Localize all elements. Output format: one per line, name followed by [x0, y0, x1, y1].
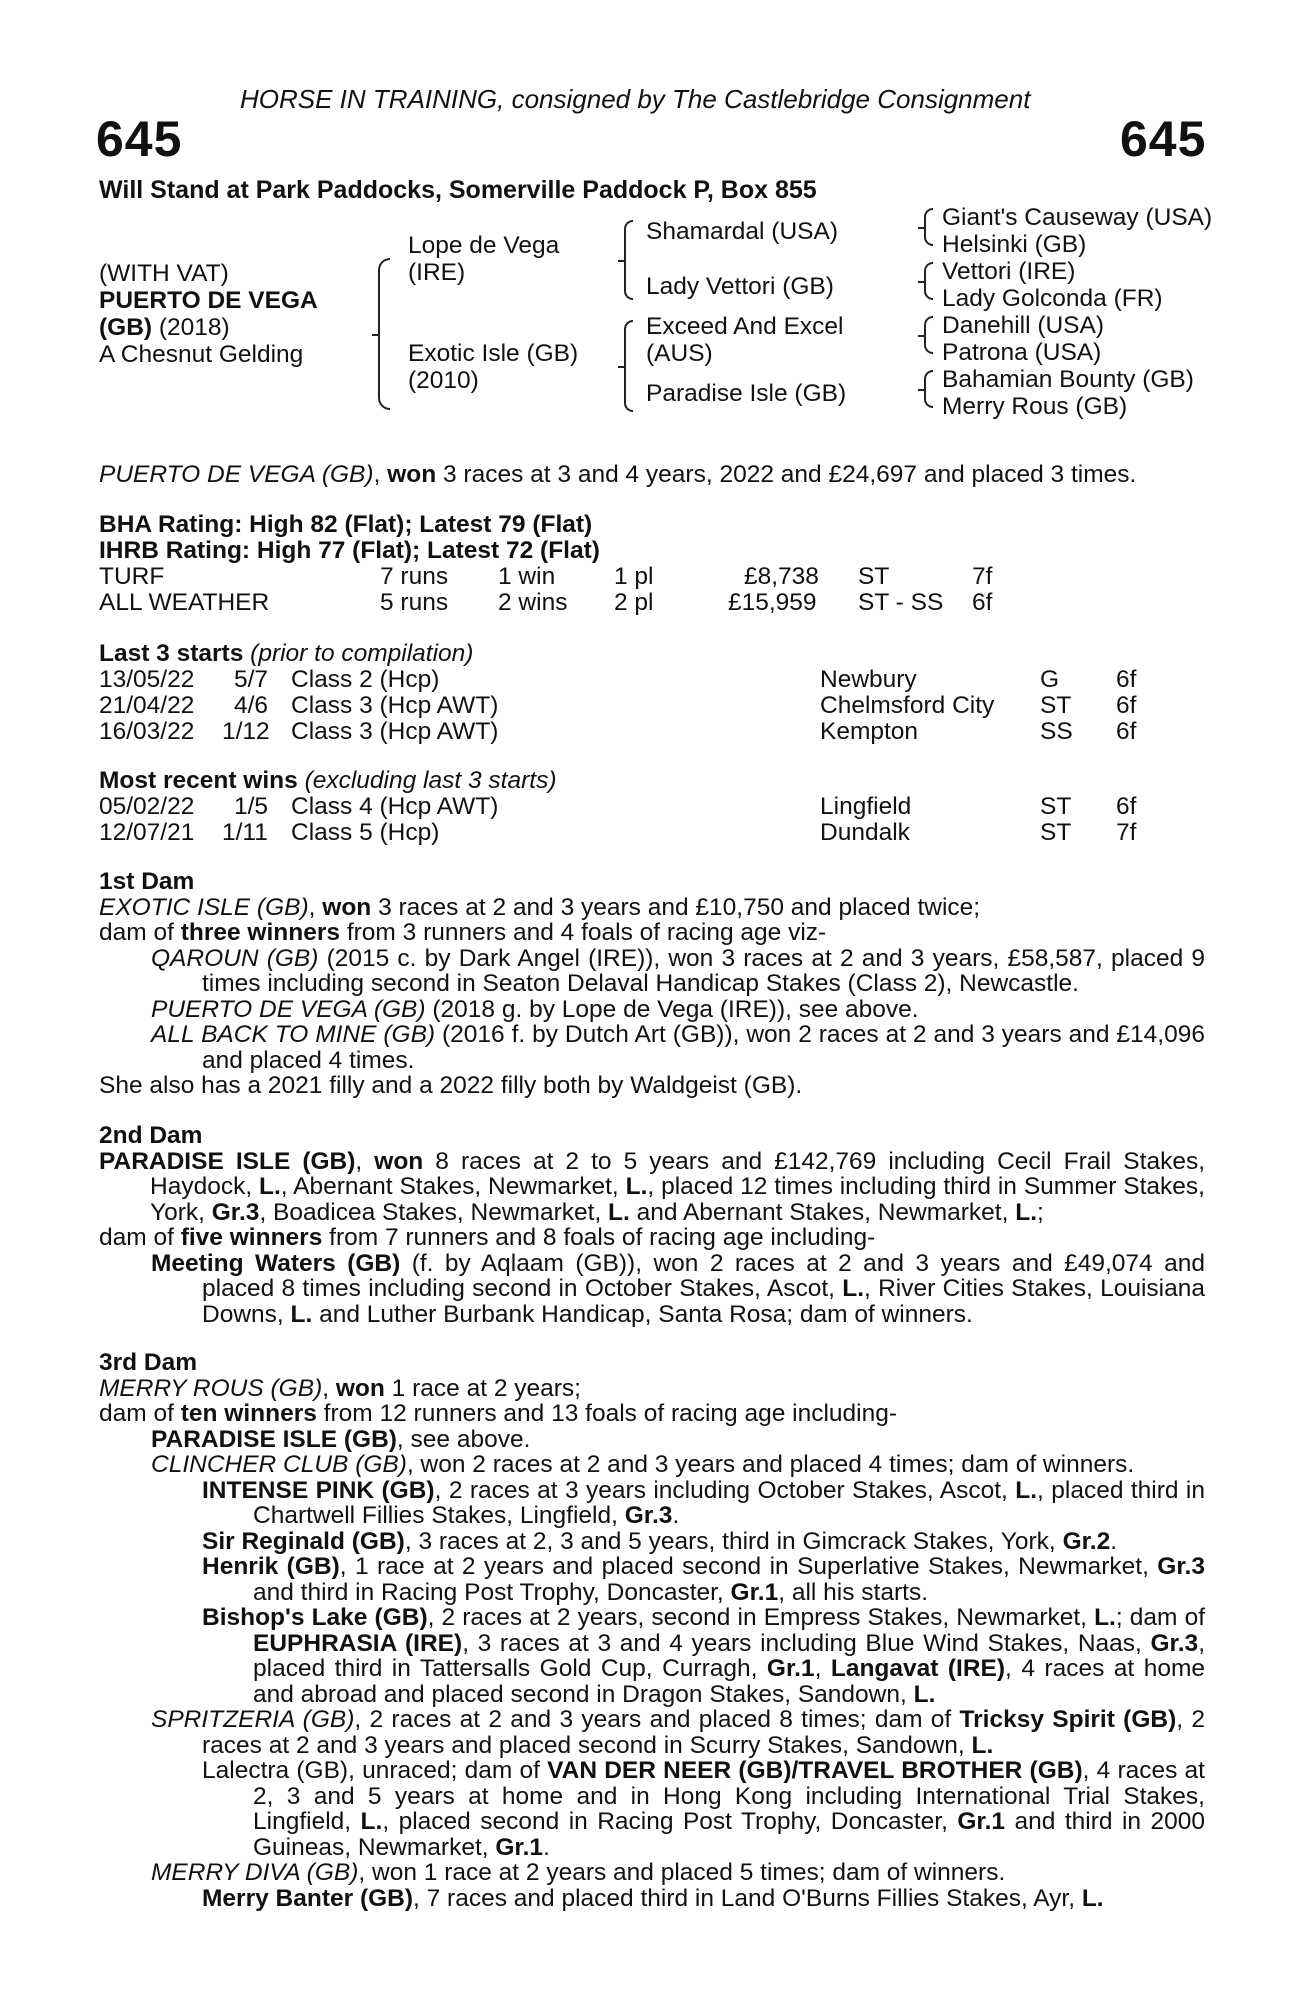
text-fragment: from 7 runners and 8 foals of racing age including-	[322, 1224, 876, 1251]
start-course: Newbury	[820, 666, 917, 693]
text-fragment: Gr.3	[211, 1198, 260, 1226]
stats-runs: 7 runs	[380, 563, 449, 590]
sire-dam: Lady Vettori (GB)	[646, 273, 834, 300]
text-fragment: L.	[1081, 1884, 1104, 1912]
text-fragment: , won 1 race at 2 years and placed 5 times; dam of winners.	[358, 1859, 1006, 1886]
text-fragment: Gr.2	[1062, 1527, 1111, 1555]
pedigree-brace	[924, 208, 933, 246]
start-date: 21/04/22	[99, 692, 195, 719]
text-fragment: 1 race at 2 years;	[384, 1374, 581, 1402]
second-dam-record	[99, 1149, 1205, 1226]
stats-runs: 5 runs	[380, 589, 449, 616]
text-fragment: Gr.1	[957, 1808, 1006, 1835]
bha-rating: BHA Rating: High 82 (Flat); Latest 79 (Flat)	[99, 511, 593, 538]
start-distance: 6f	[1116, 718, 1137, 745]
recent-heading	[99, 767, 556, 795]
produce-merry-banter	[99, 1886, 1205, 1912]
stats-distance: 7f	[972, 563, 993, 590]
start-class: Class 3 (Hcp AWT)	[291, 718, 499, 745]
text-fragment: ,	[322, 1374, 336, 1402]
produce-merry-diva	[99, 1860, 1205, 1886]
text-fragment: Langavat (IRE)	[830, 1655, 1006, 1682]
gp-5: Danehill (USA)	[942, 312, 1105, 339]
pedigree-brace	[924, 370, 933, 408]
text-fragment: Gr.1	[495, 1833, 544, 1861]
produce-meeting-waters	[99, 1251, 1205, 1328]
last3-note: (prior to compilation)	[243, 640, 474, 667]
start-course: Kempton	[820, 718, 919, 745]
pedigree-brace	[924, 262, 933, 300]
win-class: Class 5 (Hcp)	[291, 819, 440, 846]
text-fragment: and third in Racing Post Trophy, Doncaster,	[253, 1578, 731, 1606]
text-fragment: (2018 g. by Lope de Vega (IRE)), see above.	[425, 995, 919, 1023]
produce-clincher-club	[99, 1452, 1205, 1478]
text-fragment: five winners	[180, 1224, 323, 1251]
text-fragment: MERRY DIVA (GB)	[151, 1859, 359, 1886]
win-position: 1/11	[222, 819, 268, 846]
text-fragment: PARADISE ISLE (GB)	[151, 1425, 397, 1453]
horse-block	[99, 260, 318, 368]
start-going: ST	[1040, 692, 1072, 719]
horse-country-year	[99, 314, 318, 341]
gp-7: Bahamian Bounty (GB)	[942, 366, 1194, 393]
summary-horse: PUERTO DE VEGA (GB)	[99, 461, 374, 488]
text-fragment: Lalectra (GB), unraced; dam of	[202, 1757, 548, 1784]
text-fragment: Gr.3	[1157, 1553, 1205, 1580]
text-fragment: , placed third in Tattersalls Gold Cup, Curragh,	[253, 1629, 1205, 1682]
text-fragment: Gr.1	[730, 1578, 779, 1606]
text-fragment: EXOTIC ISLE (GB)	[99, 893, 309, 921]
text-fragment: , Abernant Stakes, Newmarket,	[280, 1173, 626, 1200]
text-fragment: Meeting Waters (GB)	[151, 1249, 401, 1277]
gp-8: Merry Rous (GB)	[942, 393, 1128, 420]
gp-4: Lady Golconda (FR)	[942, 285, 1163, 312]
text-fragment: ten winners	[180, 1400, 317, 1427]
text-fragment: ALL BACK TO MINE (GB)	[151, 1021, 436, 1048]
text-fragment: ; dam of	[1115, 1604, 1205, 1631]
stats-wins: 1 win	[498, 563, 556, 590]
last3-heading	[99, 640, 473, 668]
produce-henrik	[99, 1554, 1205, 1605]
text-fragment: dam of	[99, 919, 181, 946]
start-class: Class 3 (Hcp AWT)	[291, 692, 499, 719]
lot-number-left: 645	[96, 111, 183, 167]
text-fragment: L.	[608, 1198, 630, 1226]
summary-rest: 3 races at 3 and 4 years, 2022 and £24,697 and placed 3 times.	[436, 461, 1137, 488]
text-fragment: Gr.3	[624, 1502, 673, 1529]
start-date: 13/05/22	[99, 666, 195, 693]
produce-puerto-de-vega	[99, 997, 1205, 1023]
sire-name: Lope de Vega	[408, 232, 560, 259]
vat-label: (WITH VAT)	[99, 260, 229, 287]
text-fragment: , 4 races at 2, 3 and 5 years at home and in Hong Kong including International Trial Stakes, Lingfield,	[253, 1757, 1205, 1835]
text-fragment: EUPHRASIA (IRE)	[253, 1629, 463, 1657]
text-fragment: , 2 races at 2 years, second in Empress Stakes, Newmarket,	[427, 1604, 1095, 1631]
text-fragment: PUERTO DE VEGA (GB)	[151, 995, 426, 1023]
first-dam-produce	[99, 920, 1205, 946]
produce-lalectra	[99, 1758, 1205, 1860]
text-fragment: ,	[355, 1147, 375, 1175]
text-fragment: and Luther Burbank Handicap, Santa Rosa; dam of winners.	[312, 1300, 973, 1328]
text-fragment: Tricksy Spirit (GB)	[959, 1706, 1177, 1733]
start-position: 5/7	[234, 666, 269, 693]
sire-country: (IRE)	[408, 259, 466, 286]
text-fragment: , 2 races at 3 years including October Stakes, Ascot,	[434, 1476, 1016, 1504]
horse-country: (GB)	[99, 314, 153, 341]
text-fragment: .	[672, 1502, 680, 1529]
dam-year: (2010)	[408, 367, 479, 394]
third-dam-section	[99, 1350, 1205, 1911]
text-fragment: ,	[308, 893, 323, 921]
produce-bishops-lake	[99, 1605, 1205, 1707]
text-fragment: Merry Banter (GB)	[202, 1884, 414, 1912]
produce-sir-reginald	[99, 1529, 1205, 1555]
win-class: Class 4 (Hcp AWT)	[291, 793, 499, 820]
text-fragment: , 3 races at 2, 3 and 5 years, third in Gimcrack Stakes, York,	[404, 1527, 1063, 1555]
text-fragment: L.	[971, 1731, 994, 1759]
text-fragment: Bishop's Lake (GB)	[202, 1604, 428, 1631]
stats-prize: £15,959	[728, 589, 817, 616]
text-fragment: Gr.3	[1150, 1629, 1199, 1657]
text-fragment: won	[374, 1147, 424, 1175]
gp-6: Patrona (USA)	[942, 339, 1102, 366]
win-distance: 7f	[1116, 819, 1137, 846]
text-fragment: , River Cities Stakes, Louisiana Downs,	[202, 1275, 1205, 1328]
text-fragment: three winners	[180, 919, 341, 946]
text-fragment: ,	[814, 1655, 831, 1682]
dam-name: Exotic Isle (GB)	[408, 340, 579, 367]
win-course: Lingfield	[820, 793, 912, 820]
start-distance: 6f	[1116, 666, 1137, 693]
start-going: G	[1040, 666, 1060, 693]
text-fragment: L.	[842, 1275, 865, 1302]
text-fragment: (2016 f. by Dutch Art (GB)), won 2 races at 2 and 3 years and £14,096 and placed 4 times.	[202, 1021, 1205, 1074]
stats-placed: 1 pl	[614, 563, 654, 590]
produce-all-back-to-mine	[99, 1022, 1205, 1073]
sire-sire: Shamardal (USA)	[646, 218, 838, 245]
pedigree-brace	[624, 220, 633, 300]
text-fragment: , won 2 races at 2 and 3 years and placed 4 times; dam of winners.	[406, 1451, 1135, 1478]
start-distance: 6f	[1116, 692, 1137, 719]
dam-sire-country: (AUS)	[646, 340, 713, 367]
text-fragment: , 2 races at 2 and 3 years and placed 8 times; dam of	[354, 1706, 960, 1733]
text-fragment: , all his starts.	[778, 1578, 928, 1606]
recent-title: Most recent wins	[99, 767, 298, 794]
text-fragment: L.	[913, 1680, 936, 1708]
dam	[408, 340, 578, 394]
produce-spritzeria	[99, 1707, 1205, 1758]
sire	[408, 232, 559, 286]
gp-1: Giant's Causeway (USA)	[942, 204, 1213, 231]
text-fragment: , 2 races at 2 and 3 years and placed second in Scurry Stakes, Sandown,	[202, 1706, 1205, 1759]
stats-going: ST - SS	[858, 589, 944, 616]
text-fragment: QAROUN (GB)	[151, 944, 319, 972]
third-dam-produce	[99, 1401, 1205, 1427]
win-going: ST	[1040, 819, 1072, 846]
stats-going: ST	[858, 563, 890, 590]
first-dam-section	[99, 869, 1205, 1099]
text-fragment: won	[322, 893, 372, 921]
start-course: Chelmsford City	[820, 692, 995, 719]
text-fragment: Gr.1	[766, 1655, 815, 1682]
produce-intense-pink	[99, 1478, 1205, 1529]
race-summary	[99, 461, 1136, 489]
horse-description: A Chesnut Gelding	[99, 341, 304, 368]
text-fragment: INTENSE PINK (GB)	[202, 1476, 435, 1504]
text-fragment: L.	[360, 1808, 383, 1835]
text-fragment: CLINCHER CLUB (GB)	[151, 1451, 407, 1478]
third-dam-record	[99, 1376, 1205, 1402]
lot-number-right: 645	[1120, 111, 1207, 167]
text-fragment: , 4 races at home and abroad and placed second in Dragon Stakes, Sandown,	[253, 1655, 1205, 1708]
text-fragment: ;	[1037, 1198, 1044, 1226]
stats-surface: ALL WEATHER	[99, 589, 270, 616]
stand-location: Will Stand at Park Paddocks, Somerville Paddock P, Box 855	[99, 176, 817, 204]
text-fragment: , Boadicea Stakes, Newmarket,	[259, 1198, 609, 1226]
stats-prize: £8,738	[744, 563, 819, 590]
start-going: SS	[1040, 718, 1073, 745]
win-distance: 6f	[1116, 793, 1137, 820]
win-date: 12/07/21	[99, 819, 195, 846]
header-title: HORSE IN TRAINING, consigned by The Castlebridge Consignment	[240, 84, 1031, 114]
horse-name: PUERTO DE VEGA	[99, 287, 318, 314]
win-course: Dundalk	[820, 819, 910, 846]
win-position: 1/5	[234, 793, 269, 820]
horse-year: (2018)	[152, 314, 230, 341]
last3-title: Last 3 starts	[99, 640, 244, 667]
text-fragment: from 3 runners and 4 foals of racing age viz-	[340, 919, 827, 946]
second-dam-produce	[99, 1225, 1205, 1251]
first-dam-heading: 1st Dam	[99, 868, 195, 895]
summary-won: won	[387, 461, 437, 488]
produce-qaroun	[99, 946, 1205, 997]
text-fragment: , 3 races at 3 and 4 years including Blue Wind Stakes, Naas,	[462, 1629, 1151, 1657]
text-fragment: L.	[1094, 1604, 1116, 1631]
text-fragment: (f. by Aqlaam (GB)), won 2 races at 2 and 3 years and £49,074 and placed 8 times including second in October Stakes, Ascot,	[202, 1249, 1205, 1302]
text-fragment: L.	[1015, 1476, 1038, 1504]
text-fragment: 3 races at 2 and 3 years and £10,750 and placed twice;	[371, 893, 981, 921]
start-date: 16/03/22	[99, 718, 195, 745]
text-fragment: , placed 12 times including third in Summer Stakes, York,	[150, 1173, 1205, 1226]
text-fragment: , placed third in Chartwell Fillies Stakes, Lingfield,	[253, 1476, 1205, 1529]
text-fragment: Henrik (GB)	[202, 1553, 340, 1580]
stats-wins: 2 wins	[498, 589, 568, 616]
text-fragment: and Abernant Stakes, Newmarket,	[629, 1198, 1016, 1226]
pedigree-brace	[624, 320, 633, 412]
third-dam-heading: 3rd Dam	[99, 1349, 198, 1376]
text-fragment: , see above.	[396, 1425, 531, 1453]
text-fragment: MERRY ROUS (GB)	[99, 1374, 323, 1402]
gp-2: Helsinki (GB)	[942, 231, 1087, 258]
text-fragment: (2015 c. by Dark Angel (IRE)), won 3 races at 2 and 3 years, £58,587, placed 9 times including second in Seaton Delaval Handicap Stakes (Class 2), Newcastle.	[202, 944, 1205, 997]
gp-3: Vettori (IRE)	[942, 258, 1076, 285]
stats-surface: TURF	[99, 563, 165, 590]
text-fragment: won	[335, 1374, 385, 1402]
text-fragment: and third in 2000 Guineas, Newmarket,	[253, 1808, 1205, 1861]
pedigree-brace	[924, 316, 933, 354]
win-going: ST	[1040, 793, 1072, 820]
text-fragment: .	[1110, 1527, 1118, 1555]
second-dam-heading: 2nd Dam	[99, 1122, 203, 1149]
text-fragment: VAN DER NEER (GB)/TRAVEL BROTHER (GB)	[547, 1757, 1083, 1784]
text-fragment: , 1 race at 2 years and placed second in Superlative Stakes, Newmarket,	[339, 1553, 1158, 1580]
text-fragment: .	[543, 1833, 550, 1861]
text-fragment: Sir Reginald (GB)	[202, 1527, 405, 1555]
text-fragment: PARADISE ISLE (GB)	[99, 1147, 356, 1175]
text-fragment: , 7 races and placed third in Land O'Burns Fillies Stakes, Ayr,	[413, 1884, 1082, 1912]
win-date: 05/02/22	[99, 793, 195, 820]
dam-sire-name: Exceed And Excel	[646, 313, 844, 340]
first-dam-note: She also has a 2021 filly and a 2022 filly both by Waldgeist (GB).	[99, 1072, 803, 1099]
second-dam-section	[99, 1123, 1205, 1327]
start-class: Class 2 (Hcp)	[291, 666, 440, 693]
ihrb-rating: IHRB Rating: High 77 (Flat); Latest 72 (Flat)	[99, 537, 600, 564]
text-fragment: from 12 runners and 13 foals of racing age including-	[316, 1400, 898, 1427]
summary-comma: ,	[373, 461, 388, 488]
start-position: 4/6	[234, 692, 269, 719]
dam-dam: Paradise Isle (GB)	[646, 380, 847, 407]
text-fragment: , placed second in Racing Post Trophy, Doncaster,	[382, 1808, 958, 1835]
text-fragment: 8 races at 2 to 5 years and £142,769 including Cecil Frail Stakes, Haydock,	[150, 1147, 1205, 1200]
text-fragment: L.	[1015, 1198, 1038, 1226]
text-fragment: L.	[259, 1173, 281, 1200]
text-fragment: dam of	[99, 1224, 181, 1251]
text-fragment: SPRITZERIA (GB)	[151, 1706, 355, 1733]
produce-paradise-isle	[99, 1427, 1205, 1453]
recent-note: (excluding last 3 starts)	[297, 767, 557, 794]
dam-sire	[646, 313, 843, 367]
text-fragment: L.	[625, 1173, 648, 1200]
stats-distance: 6f	[972, 589, 993, 616]
text-fragment: dam of	[99, 1400, 181, 1427]
first-dam-record	[99, 895, 1205, 921]
pedigree-brace	[378, 258, 390, 410]
text-fragment: L.	[290, 1300, 313, 1328]
start-position: 1/12	[222, 718, 270, 745]
stats-placed: 2 pl	[614, 589, 654, 616]
